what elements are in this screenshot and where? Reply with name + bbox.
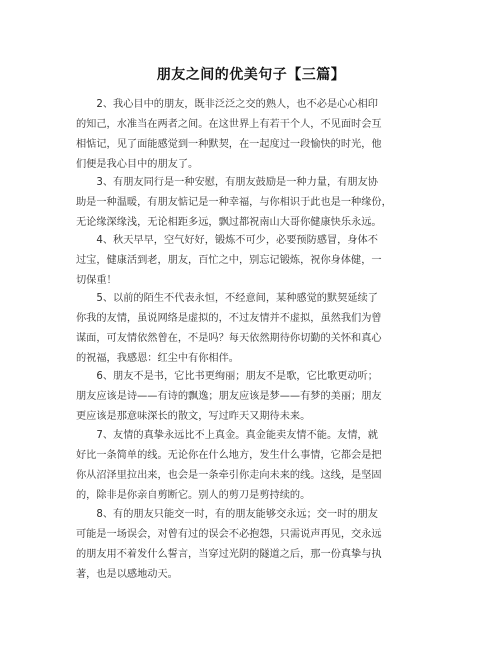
paragraph-line: 过宝，健康活到老，朋友，百忙之中，别忘记锻炼，祝你身体健，一 [76, 255, 382, 266]
paragraph-line: 2、我心目中的朋友，既非泛泛之交的熟人，也不必是心心相印 [76, 99, 378, 110]
paragraph-line: 的知己，水准当在两者之间。在这世界上有若干个人，不见面时会互 [76, 119, 382, 130]
paragraph-line: 朋友应该是诗——有诗的飘逸；朋友应该是梦——有梦的美丽；朋友 [76, 391, 382, 402]
paragraph-line: 著，也是以感地动天。 [76, 569, 178, 580]
paragraph-line: 你我的友情，虽说网络是虚拟的，不过友情并不虚拟，虽然我们为曾 [76, 313, 382, 324]
paragraph-line: 助是一种温暖，有朋友惦记是一种幸福，与你相识于此也是一种缘份， [76, 197, 392, 208]
paragraph-line: 7、友情的真挚永远比不上真金。真金能卖友情不能。友情，就 [76, 430, 378, 441]
paragraph-line: 好比一条简单的线。无论你在什么地方，发生什么事情，它都会是把 [76, 450, 382, 461]
paragraph-line: 4、秋天早早，空气好好，锻炼不可少，必要预防感冒，身体不 [76, 235, 378, 246]
paragraph-line: 相惦记，见了面能感觉到一种默契，在一起度过一段愉快的时光，他 [76, 139, 382, 150]
paragraph-line: 谋面，可友情依然曾在，不是吗？每天依然期待你切勤的关怀和真心 [76, 333, 382, 344]
paragraph-line: 的，除非是你亲自剪断它。别人的剪刀是剪持续的。 [76, 490, 311, 501]
paragraph-line: 5、以前的陌生不代表永恒，不经意间，某种感觉的默契延续了 [76, 293, 378, 304]
paragraph-8 [76, 505, 436, 585]
paragraph-3 [76, 173, 436, 233]
paragraph-line: 的祝福，我感恩：红尘中有你相伴。 [76, 353, 239, 364]
paragraph-5 [76, 289, 436, 369]
document-title: 朋友之间的优美句子【三篇】 [156, 67, 346, 83]
paragraph-line: 可能是一场误会，对曾有过的误会不必抱怨，只需说声再见，交永远 [76, 529, 382, 540]
paragraph-line: 无论缘深缘浅，无论相距多远，飘过都祝南山大哥你健康快乐永远。 [76, 217, 382, 228]
paragraph-line: 的朋友用不着发什么誓言，当穿过光阴的隧道之后，那一份真挚与执 [76, 549, 382, 560]
paragraph-6 [76, 367, 436, 427]
paragraph-line: 你从沼泽里拉出来，也会是一条牵引你走向未来的线。这线，是坚固 [76, 470, 382, 481]
paragraph-2 [76, 95, 436, 175]
paragraph-line: 3、有朋友同行是一种安慰，有朋友鼓励是一种力量，有朋友协 [76, 177, 378, 188]
paragraph-7 [76, 426, 436, 506]
paragraph-4 [76, 231, 436, 291]
paragraph-line: 6、朋友不是书，它比书更绚丽；朋友不是歌，它比歌更动听； [76, 371, 378, 382]
paragraph-line: 更应该是那意味深长的散文，写过昨天又期待未来。 [76, 411, 311, 422]
paragraph-line: 8、有的朋友只能交一时，有的朋友能够交永远；交一时的朋友 [76, 509, 378, 520]
paragraph-line: 切保重！ [76, 275, 117, 286]
paragraph-line: 们便是我心目中的朋友了。 [76, 159, 199, 170]
